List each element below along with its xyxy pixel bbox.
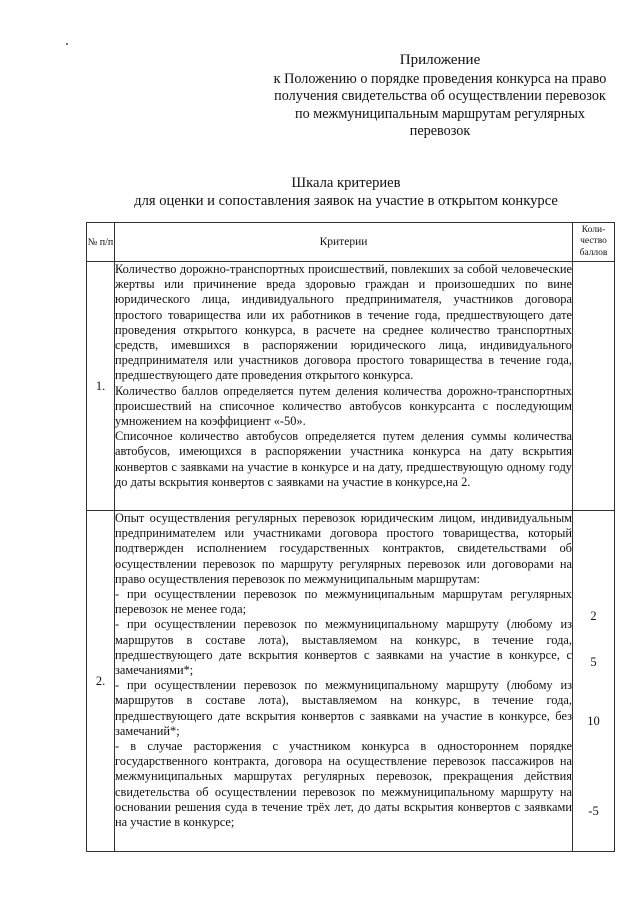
- header-points: Коли-чество баллов: [573, 223, 615, 262]
- points-value: -5: [588, 804, 599, 818]
- criterion-paragraph: - при осуществлении перевозок по межмуниципальному маршруту (любому из маршрутов в составе лота), выставляемом на конкурс, в течение года, предшествующего дате вскрытия конвертов с заявками на участие в конкурсе, с замечаниями*;: [115, 617, 572, 678]
- points-cell: [573, 511, 615, 852]
- criterion-paragraph: Списочное количество автобусов определяется путем деления суммы количества автобусов, имеющихся в распоряжении участника конкурса на дату вскрытия конвертов с заявками на участие в конкурсе и на дату, предшествующую одному году до даты вскрытия конвертов с заявками на участие в конкурсе,на 2.: [115, 429, 572, 489]
- criterion-text: [115, 262, 573, 511]
- criterion-paragraph: - при осуществлении перевозок по межмуниципальным маршрутам регулярных перевозок не менее года;: [115, 587, 572, 617]
- points-value: 5: [590, 655, 597, 669]
- document-heading: [96, 174, 596, 210]
- table-row: [87, 262, 615, 511]
- appendix-line-4: перевозок: [409, 123, 471, 139]
- criterion-paragraph: - в случае расторжения с участником конкурса в одностороннем порядке государственного контракта, договора на осуществление перевозок пассажиров на межмуниципальных маршрутах регулярных перевозок, прекращения действия свидетельства об осуществлении перевозок по межмуниципальному маршруту на основании решения суда в течение трёх лет, до даты вскрытия конвертов с заявками на участие в конкурсе;: [115, 739, 572, 830]
- heading-subtitle: для оценки и сопоставления заявок на участие в открытом конкурсе: [134, 193, 558, 209]
- header-number: № п/п: [87, 223, 115, 262]
- row-number: 1.: [87, 262, 115, 511]
- appendix-line-3: по межмуниципальным маршрутам регулярных: [295, 105, 585, 122]
- points-cell: [573, 262, 615, 511]
- criterion-paragraph: Количество баллов определяется путем деления количества дорожно-транспортных происшествий на списочное количество автобусов конкурсанта с последующим умножением на коэффициент «-50».: [115, 383, 572, 429]
- appendix-block: [250, 52, 630, 141]
- heading-title: Шкала критериев: [291, 175, 401, 191]
- criterion-text: [115, 511, 573, 852]
- criteria-table: [86, 222, 615, 852]
- table-row: [87, 511, 615, 852]
- points-value: 10: [587, 714, 600, 728]
- appendix-line-1: к Положению о порядке проведения конкурса на право: [273, 70, 607, 87]
- appendix-title: Приложение: [399, 52, 481, 68]
- criterion-paragraph: Количество дорожно-транспортных происшествий, повлекших за собой человеческие жертвы или причинение вреда здоровью граждан и произошедших по вине юридического лица, индивидуального предпринимателя, участников договора простого товарищества или их работников в течение года, предшествующего дате проведения открытого конкурса, в расчете на среднее количество транспортных средств, имевшихся в распоряжении юридического лица, индивидуального предпринимателя или участников договора простого товарищества в течение года, предшествующего дате проведения открытого конкурса.: [115, 262, 572, 383]
- header-criteria: Критерии: [115, 223, 573, 262]
- row-number: 2.: [87, 511, 115, 852]
- criterion-paragraph: Опыт осуществления регулярных перевозок юридическим лицом, индивидуальным предпринимателем или участниками договора простого товарищества, который подтвержден исполнением государственных контрактов, свидетельствами об осуществлении перевозок по маршруту регулярных перевозок или договорами на право осуществления перевозок по межмуниципальным маршрутам:: [115, 511, 572, 586]
- criterion-paragraph: - при осуществлении перевозок по межмуниципальному маршруту (любому из маршрутов в составе лота), выставляемом на конкурс, в течение года, предшествующего дате вскрытия конвертов с заявками на участие в конкурсе, без замечаний*;: [115, 678, 572, 738]
- scan-speck: [66, 43, 68, 45]
- appendix-line-2: получения свидетельства об осуществлении перевозок: [274, 88, 606, 104]
- table-header-row: [87, 223, 615, 262]
- points-value: 2: [590, 609, 597, 623]
